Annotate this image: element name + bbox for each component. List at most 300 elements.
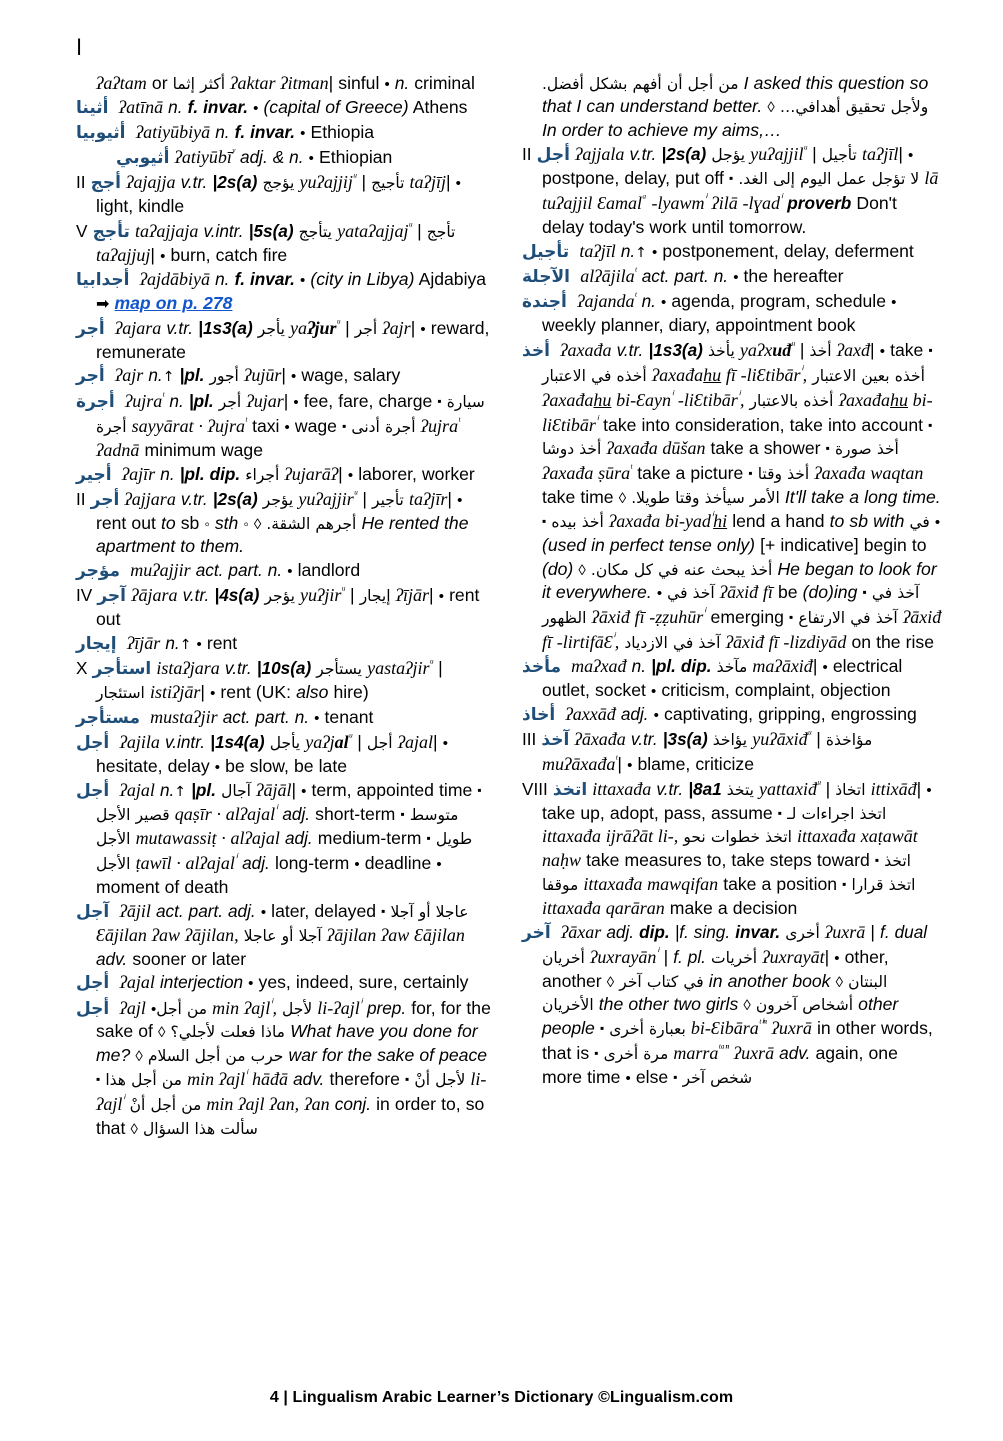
square-bullet: ▪: [928, 417, 933, 432]
headword-arabic: اتخذ: [552, 780, 588, 801]
gloss-text: else: [635, 1067, 669, 1088]
transliteration: ʔaxađa bi-yad$^{^i}$hi: [608, 509, 728, 532]
transliteration: ʔaʔtam: [96, 73, 147, 93]
grammar-label: adj.: [284, 828, 313, 849]
dictionary-entry: [76, 900, 496, 971]
arabic-inline: آخذ في الازدياد: [624, 633, 721, 652]
transliteration: maʔxađ: [571, 655, 627, 676]
arabic-inline: يستأجر: [316, 660, 362, 679]
grammar-label: n.: [159, 779, 175, 800]
conjugation-code: |4s(a): [214, 585, 260, 606]
dictionary-entry: [76, 971, 496, 995]
gloss-text: moment of death: [96, 877, 229, 898]
arabic-inline: ولأجل تحقيق أهدافي…: [779, 98, 929, 117]
gloss-text: for, for the sake of: [96, 997, 491, 1042]
grammar-label: n.: [631, 655, 646, 676]
transliteration: ʔajr: [114, 365, 144, 386]
example-marker: ◊: [578, 561, 586, 579]
gloss-text: yes, indeed, sure, certainly: [258, 972, 469, 993]
gloss-text: light, kindle: [96, 196, 185, 217]
transliteration: ʔāxiđ fī -ẓẓuhūr$^{^i}$: [591, 604, 706, 627]
verb-form-numeral: II: [522, 144, 532, 165]
bullet: •: [248, 975, 254, 993]
transliteration: ittixāđ: [870, 779, 917, 800]
two-column-body: [0, 72, 1003, 1362]
headword-arabic: مستأجر: [76, 707, 140, 728]
gloss-text: sinful: [338, 73, 380, 93]
gloss-text: in order to, so that: [96, 1093, 485, 1138]
arabic-inline: من أجل أن أفهم بشكل أفضل.: [542, 75, 739, 93]
arabic-inline: اتخذ موقفا: [542, 852, 911, 894]
dictionary-entry: [76, 706, 496, 730]
bullet: •: [438, 588, 444, 606]
gloss-text: tenant: [324, 706, 374, 727]
grammar-label: act. part. n.: [641, 266, 729, 287]
transliteration: ʔujūr: [243, 365, 282, 386]
up-arrow-icon: ↑: [635, 244, 647, 261]
gloss-text: the hereafter: [743, 266, 844, 287]
bullet: •: [314, 709, 320, 727]
gloss-text: take a position: [723, 873, 838, 894]
transliteration: ʔījār: [126, 633, 161, 654]
grammar-label: f. invar.: [234, 269, 295, 290]
gloss-text: sooner or later: [132, 948, 247, 969]
grammar-label: v.tr.: [180, 172, 208, 193]
arabic-inline: أجراء: [245, 465, 280, 484]
transliteration: ʔatiyūbiyā: [135, 121, 211, 142]
transliteration: Ɛājilan ʔaw ʔājilan,: [96, 924, 239, 945]
example-marker: ◊: [158, 1024, 166, 1042]
headword-arabic: أجل: [76, 733, 110, 753]
square-bullet: ▪: [96, 1072, 101, 1087]
gloss-text: hesitate, delay: [96, 755, 210, 776]
transliteration: li-ʔajl$^{^i}$: [317, 995, 362, 1018]
right-arrow-icon: ➡: [96, 294, 110, 314]
example-translation: He rented the apartment to them.: [96, 513, 469, 557]
up-arrow-icon: ↑: [179, 637, 192, 654]
headword-arabic: آخذ: [541, 729, 570, 750]
square-bullet: ▪: [542, 514, 547, 529]
gloss-note: (city in Libya): [310, 269, 415, 290]
headword-arabic: أثينا: [76, 98, 109, 119]
gloss-text: criticism, complaint, objection: [661, 679, 891, 700]
gloss-text: take a picture: [637, 463, 744, 484]
arabic-inline: أخذ صورة: [834, 440, 899, 459]
arabic-inline: أخذ: [809, 342, 832, 361]
gloss-note: also: [296, 682, 329, 703]
entry-continuation: [522, 72, 942, 142]
transliteration: ʔaxađa dūšan: [606, 438, 706, 459]
gloss-text: wage: [294, 415, 337, 436]
bullet: •: [650, 682, 657, 700]
arabic-inline: قصير الأجل: [96, 806, 170, 825]
square-bullet: ▪: [825, 441, 830, 456]
transliteration: ʔatiyūbī$^ʸ$: [174, 145, 235, 168]
arabic-inline: مرة أخرى: [603, 1045, 669, 1064]
gloss-text: make a decision: [669, 897, 798, 918]
transliteration: taʔajjuj: [96, 244, 151, 265]
square-bullet: ▪: [748, 466, 753, 481]
gloss-text: captivating, gripping, engrossing: [664, 703, 917, 724]
grammar-label: f. invar.: [187, 97, 248, 118]
transliteration: muʔajjir: [130, 560, 191, 581]
conjugation-code: |1s3(a): [648, 340, 703, 361]
square-bullet: ▪: [789, 609, 794, 624]
arabic-inline: آخذ في الظهور: [542, 583, 920, 627]
example-translation: in another book: [708, 970, 831, 991]
gloss-text: take measures to, take steps toward: [586, 850, 870, 871]
arabic-inline: ماذا فعلت لأجلي؟: [170, 1023, 285, 1042]
dictionary-entry: II أجج ʔajajja v.tr. |2s(a) يؤجج yuʔajjij$^ᵘ$ | تأجيج taʔjīj| • light, kindle: [76, 170, 461, 217]
arabic-inline: في: [909, 513, 930, 532]
transliteration: ʔajjala: [575, 144, 625, 165]
gloss-text: take: [890, 340, 924, 361]
arabic-inline: أخذه بالاعتبار: [749, 391, 834, 410]
arabic-inline: اتخذ خطوات نحو: [683, 828, 792, 847]
arabic-inline: يأجر: [257, 319, 285, 338]
arabic-inline: تأجير: [372, 491, 404, 510]
transliteration: ʔaxađa ṣūra$^ᵗ$: [542, 461, 633, 484]
grammar-label: adv.: [96, 948, 128, 969]
transliteration: ʔuxrayān$^{^i}$: [589, 944, 659, 967]
transliteration: yataʔajjaj$^ᵘ$: [337, 219, 412, 242]
transliteration: ṭawīl · alʔajal$^{^i}$: [135, 851, 238, 874]
gloss-text: Ethiopia: [310, 121, 375, 142]
dictionary-entry: أجر ʔajara v.tr. |1s3(a) يأجر yaʔjur$^ᵘ$ | أجر ʔajr| • reward, remunerate: [76, 315, 490, 362]
up-arrow-icon: ↑: [162, 369, 175, 386]
headword-arabic: أجندة: [522, 292, 567, 313]
arabic-inline: يؤجر: [264, 587, 295, 606]
up-arrow-icon: ↑: [174, 783, 187, 800]
verb-form-numeral: II: [76, 489, 86, 510]
bullet: •: [214, 758, 221, 776]
bullet: •: [210, 685, 216, 703]
transliteration: yastaʔjir$^ᵘ$: [367, 656, 433, 679]
bullet: •: [656, 584, 663, 602]
gloss-note: (do)ing: [802, 581, 858, 602]
grammar-label: adv.: [779, 1043, 811, 1064]
grammar-label: f. invar.: [234, 121, 296, 142]
conjugation-code: |2s(a): [212, 489, 258, 510]
bullet: •: [160, 247, 166, 265]
arabic-inline: أجور: [209, 367, 239, 386]
gloss-text: sb: [180, 513, 200, 534]
arabic-inline: أخذ وقتا: [757, 465, 810, 484]
transliteration: min ʔajl$^{^i}$,: [212, 995, 277, 1018]
conjugation-code: |5s(a): [248, 221, 294, 242]
diamond-marker: ◦: [243, 516, 249, 534]
gloss-text: be: [777, 581, 798, 602]
transliteration: ʔāxiđ fī -lizdiyād: [725, 631, 847, 652]
dictionary-entry: [76, 559, 496, 583]
verb-form-numeral: IV: [76, 585, 93, 606]
grammar-label: v.tr.: [224, 658, 252, 679]
square-bullet: ▪: [842, 876, 847, 891]
arabic-inline: حرب من أجل السلام: [147, 1046, 284, 1065]
headword-arabic: مأخذ: [522, 656, 561, 677]
dictionary-entry: أجل ʔajal n.↑ |pl. آجال ʔājāl| • term, appointed time ▪ قصير الأجل qaṣīr · alʔajal$^{^i}$ adj. short-term ▪ متوسط الأجل mutawassiṭ · alʔajal adj. medium-term ▪ طويل الأجل ṭawīl · alʔajal$^{^i}$ adj. long-term • deadline • moment of death: [76, 779, 482, 898]
square-bullet: ▪: [426, 831, 431, 846]
dictionary-entry: [522, 289, 942, 337]
grammar-label: dip.: [639, 922, 670, 943]
grammar-label: prep.: [366, 997, 407, 1018]
arabic-inline: يتخذ: [726, 781, 754, 800]
dictionary-entry: أخذ ʔaxađa v.tr. |1s3(a) يأخذ yaʔxuđ$^ᵘ$ | أخذ ʔaxđ| • take ▪ أخذه في الاعتبار ʔaxađahu fī -liƐtibār$^{^i}$, أخذه بعين الاعتبار ʔaxađahu bi-Ɛayn$^{^i}$ -liƐtibār$^{^i}$, أخذه بالاعتبار ʔaxađahu bi-liƐtibār$^{^i}$ take into consideration, take into account ▪ أخذ دوشا ʔaxađa dūšan take a shower ▪ أخذ صورة ʔaxađa ṣūra$^ᵗ$ take a picture ▪ أخذ وقتا ʔaxađa waqtan take time ◊ الأمر سيأخذ وقتا طويلا. It'll take a long time. ▪ أخذ بيده ʔaxađa bi-yad$^{^i}$hi lend a hand to sb with في • (used in perfect tense only) [+ indicative] begin to (do) ◊ أخذ يبحث عنه في كل مكان. He began to look for it everywhere. • آخذ في ʔāxiđ fī be (do)ing ▪ آخذ في الظهور ʔāxiđ fī -ẓẓuhūr$^{^i}$ emerging ▪ آخذ في الارتفاع ʔāxiđ fī -lirtifāƐ$^{^i}$, آخذ في الازدياد ʔāxiđ fī -lizdiyād on the rise: [522, 338, 942, 652]
gloss-text: short-term: [315, 804, 396, 825]
transliteration: ʔan: [304, 1093, 330, 1114]
arabic-inline: في كتاب آخر: [619, 972, 704, 991]
bullet: •: [150, 1000, 157, 1018]
arabic-inline: يؤجر: [262, 491, 294, 510]
conjugation-code: |2s(a): [661, 144, 707, 165]
square-bullet: ▪: [777, 805, 782, 820]
grammar-label: |pl.: [179, 365, 205, 386]
transliteration: ʔaxađahu bi-liƐtibār$^{^i}$: [542, 389, 933, 435]
arabic-inline: الأمر سيأخذ وقتا طويلا.: [631, 489, 780, 508]
dictionary-entry: IV آجر ʔājara v.tr. |4s(a) يؤجر yuʔjir$^ᵘ$ | إيجار ʔījār| • rent out: [76, 583, 480, 630]
transliteration: lā tuʔajjil Ɛamal$^ᵃ$ -lyawm$^{^i}$ ʔilā -lɣad$^{^i}$: [542, 168, 939, 214]
gloss-note: (do): [542, 558, 574, 579]
transliteration: yuʔjir$^ᵘ$: [300, 583, 345, 606]
bullet: •: [420, 320, 426, 338]
bullet: •: [301, 782, 307, 800]
transliteration: marra$^{ᵗᵃ^n}$ ʔuxrā: [673, 1041, 775, 1064]
dictionary-entry: II أجل ʔajjala v.tr. |2s(a) يؤجل yuʔajjil$^ᵘ$ | تأجيل taʔjīl| • postpone, delay, put off ▪ لا تؤجل عمل اليوم إلى الغد. lā tuʔajjil Ɛamal$^ᵃ$ -lyawm$^{^i}$ ʔilā -lɣad$^{^i}$ proverb Don't delay today's work until tomorrow.: [522, 142, 939, 237]
bullet: •: [284, 418, 290, 436]
headword-arabic: أجير: [76, 464, 112, 485]
transliteration: ʔājilan ʔaw Ɛājilan: [326, 924, 465, 945]
arabic-inline: يأخذ: [708, 342, 735, 361]
square-bullet: ▪: [477, 782, 482, 797]
square-bullet: ▪: [342, 418, 347, 433]
grammar-label: v.tr.: [630, 728, 658, 749]
headword-arabic: أخذ: [522, 341, 550, 362]
transliteration: istaʔjara: [156, 658, 220, 679]
headword-arabic: أجرة: [76, 391, 115, 412]
headword-arabic: تأجج: [92, 222, 130, 243]
arabic-inline: لأجل أنْ: [414, 1071, 466, 1090]
dictionary-entry: [76, 996, 496, 1140]
transliteration: ʔajīr: [121, 463, 156, 484]
dictionary-entry: آخر ʔāxar adj. dip. |f. sing. invar. أخرى ʔuxrā | f. dual أخريان ʔuxrayān$^{^i}$ | f. pl. أخريات ʔuxrayāt| • other, another ◊ في كتاب آخر in another book ◊ البنتان الأخريان the other two girls ◊ أشخاص آخرون other people ▪ بعبارة أخرى bi-Ɛibāra$^{ᵗ^{in}}$ ʔuxrā in other words, that is ▪ مرة أخرى marra$^{ᵗᵃ^n}$ ʔuxrā adv. again, one more time • else ▪ شخص آخر: [522, 922, 933, 1088]
gloss-text: rent out: [96, 585, 480, 630]
grammar-label: act. part. adj.: [155, 900, 256, 921]
bullet: •: [457, 492, 463, 510]
gloss-text: again, one more time: [542, 1043, 898, 1088]
dictionary-entry: أجل ʔajila v.intr. |1s4(a) يأجل yaʔjal$^ᵘ$ | أجل ʔajal| • hesitate, delay • be slow, be late: [76, 730, 448, 776]
bullet: •: [300, 272, 306, 290]
gloss-text: hire): [333, 682, 369, 703]
grammar-label: n.: [160, 463, 175, 484]
transliteration: ʔāxiđ fī -lirtifāƐ$^{^i}$,: [542, 606, 942, 652]
diamond-marker: ◦: [204, 516, 210, 534]
example-marker: ◊: [253, 516, 262, 534]
bullet: •: [652, 243, 658, 261]
bullet: •: [291, 368, 297, 386]
transliteration: mutawassiṭ · alʔajal: [135, 828, 280, 849]
arabic-inline: تأجيل: [821, 146, 857, 165]
conjugation-code: |1s3(a): [198, 317, 253, 338]
arabic-inline: من أجل أنْ: [129, 1095, 202, 1114]
arabic-inline: يتأجج: [298, 223, 332, 242]
conjugation-code: |8a1: [688, 779, 722, 800]
gloss-text: long-term: [274, 853, 350, 874]
transliteration: ittaxađa qarāran: [542, 897, 665, 918]
square-bullet: ▪: [404, 1072, 410, 1087]
transliteration: ʔījār: [395, 585, 430, 606]
transliteration: ʔujarāʔ: [284, 463, 339, 484]
arabic-inline: أخرى: [785, 924, 820, 943]
transliteration: yuʔāxiđ$^ᵘ$: [752, 726, 812, 749]
headword-arabic: الآجلة: [522, 267, 570, 288]
headword-arabic: أجل: [76, 973, 110, 994]
grammar-label: v.tr.: [656, 779, 684, 800]
gloss-text: or: [151, 73, 168, 93]
transliteration: qaṣīr · alʔajal$^{^i}$: [174, 802, 278, 825]
arabic-inline: أجل: [366, 734, 393, 752]
grammar-label: adj.: [620, 703, 649, 724]
arabic-inline: لا تؤجل عمل اليوم إلى الغد.: [738, 170, 920, 189]
arabic-inline: سألت هذا السؤال: [142, 1119, 258, 1138]
transliteration: yaʔjur$^ᵘ$: [290, 315, 340, 338]
transliteration: ʔaktar ʔitman: [230, 73, 329, 93]
transliteration: bi-Ɛibāra$^{ᵗ^{in}}$ ʔuxrā: [690, 1016, 812, 1039]
arabic-inline: أخذه في الاعتبار: [542, 366, 647, 385]
gloss-text: take time: [542, 487, 614, 508]
verb-form-numeral: III: [522, 728, 537, 749]
grammar-label: v.tr.: [180, 489, 208, 510]
bullet: •: [834, 949, 840, 967]
dictionary-entry: V تأجج taʔajjaja v.intr. |5s(a) يتأجج yataʔajjaj$^ᵘ$ | تأجج taʔajjuj| • burn, catch fire: [76, 219, 456, 265]
transliteration: ʔajal: [119, 779, 155, 800]
square-bullet: ▪: [437, 393, 442, 408]
gloss-text: electrical outlet, socket: [542, 655, 903, 700]
crossref-link-map-p278[interactable]: map on p. 278: [114, 293, 233, 314]
gloss-text: medium-term: [317, 828, 422, 849]
gloss-text: reward, remunerate: [96, 317, 490, 362]
headword-arabic: أجر: [76, 366, 105, 387]
bullet: •: [293, 393, 299, 411]
gloss-text: emerging: [710, 606, 784, 627]
arabic-inline: استئجار: [96, 684, 145, 703]
square-bullet: ▪: [928, 343, 933, 358]
section-letter-marker: ا: [76, 36, 83, 61]
grammar-label: v.tr.: [182, 585, 210, 606]
transliteration: istiʔjār: [149, 682, 201, 703]
bullet: •: [196, 636, 202, 654]
gloss-text: rent (UK:: [220, 682, 292, 703]
transliteration: ʔajanda$^ᵗ$: [577, 289, 637, 312]
arabic-inline: يؤجل: [711, 146, 746, 165]
dictionary-entry: [522, 703, 942, 727]
arabic-inline: اتخذ اجراءات لـ: [787, 804, 887, 823]
transliteration: maʔāxiđ: [752, 655, 813, 676]
transliteration: taʔjīl: [579, 240, 616, 261]
transliteration: ʔujra$^ᵗ$ ʔadnā: [96, 413, 461, 460]
gloss-text: rent: [206, 633, 238, 654]
transliteration: ʔatīnā: [118, 97, 164, 118]
gloss-text: take up, adopt, pass, assume: [542, 802, 773, 823]
grammar-label: |pl.: [191, 779, 216, 800]
transliteration: ʔuxrayāt: [762, 946, 825, 967]
headword-arabic: أجل: [76, 998, 110, 1019]
transliteration: ʔāxar: [560, 922, 602, 943]
gloss-text: in other words, that is: [542, 1018, 933, 1064]
gloss-text: wage, salary: [301, 365, 401, 386]
bullet: •: [436, 856, 442, 874]
arabic-inline: آخذ في الارتفاع: [798, 608, 898, 627]
grammar-label: |f. sing.: [674, 922, 731, 943]
transliteration: alʔājila$^ᵗ$: [580, 264, 637, 287]
transliteration: min ʔajl ʔan,: [206, 1093, 300, 1114]
grammar-label: adj.: [282, 804, 311, 825]
gloss-text: be slow, be late: [225, 755, 348, 776]
transliteration: taʔjīl: [861, 144, 899, 165]
arabic-inline: طويل الأجل: [96, 830, 473, 874]
bullet: •: [891, 294, 897, 312]
transliteration: ʔajila: [119, 732, 160, 752]
gloss-note: to sb with: [829, 511, 905, 532]
bullet: •: [442, 735, 448, 752]
transliteration: yuʔajjij$^ᵘ$: [299, 170, 357, 193]
square-bullet: ▪: [400, 807, 405, 822]
headword-arabic: تأجيل: [522, 241, 570, 262]
arabic-inline: عاجلا أو آجلا: [390, 902, 469, 921]
arabic-inline: يأجل: [269, 734, 301, 752]
arabic-inline: أخذ بيده: [551, 513, 604, 532]
gloss-note: to: [160, 513, 176, 534]
transliteration: ʔaxađa: [560, 340, 612, 361]
transliteration: li-ʔajl$^{^i}$: [96, 1069, 487, 1114]
grammar-label: v.tr.: [629, 144, 657, 165]
bullet: •: [733, 269, 739, 287]
dictionary-entry: أجرة ʔujra$^ᵗ$ n. |pl. أجر ʔujar| • fee, fare, charge ▪ سيارة أجرة sayyārat · ʔujra$^ᵗ$ taxi • wage ▪ أجرة أدنى ʔujra$^ᵗ$ ʔadnā minimum wage: [76, 388, 485, 460]
grammar-label: n.: [215, 269, 230, 290]
dictionary-entry: أجير ʔajīr n. |pl. dip. أجراء ʔujarāʔ| • laborer, worker: [76, 463, 475, 485]
arabic-inline: آخذ في: [667, 583, 715, 602]
bullet: •: [926, 782, 932, 800]
gloss-text: criminal: [414, 73, 475, 93]
example-translation: In order to achieve my aims,…: [542, 119, 782, 140]
transliteration: taʔjīr: [408, 489, 448, 510]
transliteration: ʔājara: [131, 585, 178, 606]
example-marker: ◊: [618, 490, 627, 508]
gloss-note: sth: [214, 513, 239, 534]
gloss-text: take into consideration, take into account: [603, 414, 924, 435]
grammar-label: n.: [168, 97, 183, 118]
headword-arabic: أجدابيا: [76, 270, 130, 291]
gloss-text: burn, catch fire: [170, 244, 288, 265]
grammar-label: |pl.: [188, 390, 214, 411]
dictionary-entry: [76, 632, 496, 656]
arabic-inline: اتخذ قرارا: [851, 875, 916, 894]
grammar-label: interjection: [159, 972, 244, 993]
transliteration: ʔaxađahu bi-Ɛayn$^{^i}$ -liƐtibār$^{^i}$,: [542, 387, 745, 410]
transliteration: ʔāxiđ fī: [719, 581, 773, 602]
gloss-text: Ethiopian: [318, 147, 393, 168]
bullet: •: [879, 343, 885, 361]
transliteration: sayyārat · ʔujra$^ᵗ$: [131, 413, 247, 436]
example-marker: ◊: [743, 997, 751, 1015]
grammar-label: v.tr.: [616, 340, 644, 361]
arabic-inline: أخذ يبحث عنه في كل مكان.: [590, 560, 773, 579]
transliteration: ʔajal: [119, 972, 155, 993]
transliteration: ʔajjara: [124, 489, 176, 510]
bullet: •: [822, 658, 828, 676]
dictionary-entry: [76, 72, 496, 96]
arabic-inline: البنتان الأخريان: [542, 972, 888, 1015]
dictionary-entry: VIII اتخذ ittaxađa v.tr. |8a1 يتخذ yattaxiđ$^ᵘ$ | اتخاذ ittixāđ| • take up, adopt, pass, assume ▪ اتخذ اجراءات لـ ittaxađa ijrāʔāt li-, اتخذ خطوات نحو ittaxađa xaṭawāt naḥw take measures to, take steps toward ▪ اتخذ موقفا ittaxađa mawqifan take a position ▪ اتخذ قرارا ittaxađa qarāran make a decision: [522, 777, 932, 918]
